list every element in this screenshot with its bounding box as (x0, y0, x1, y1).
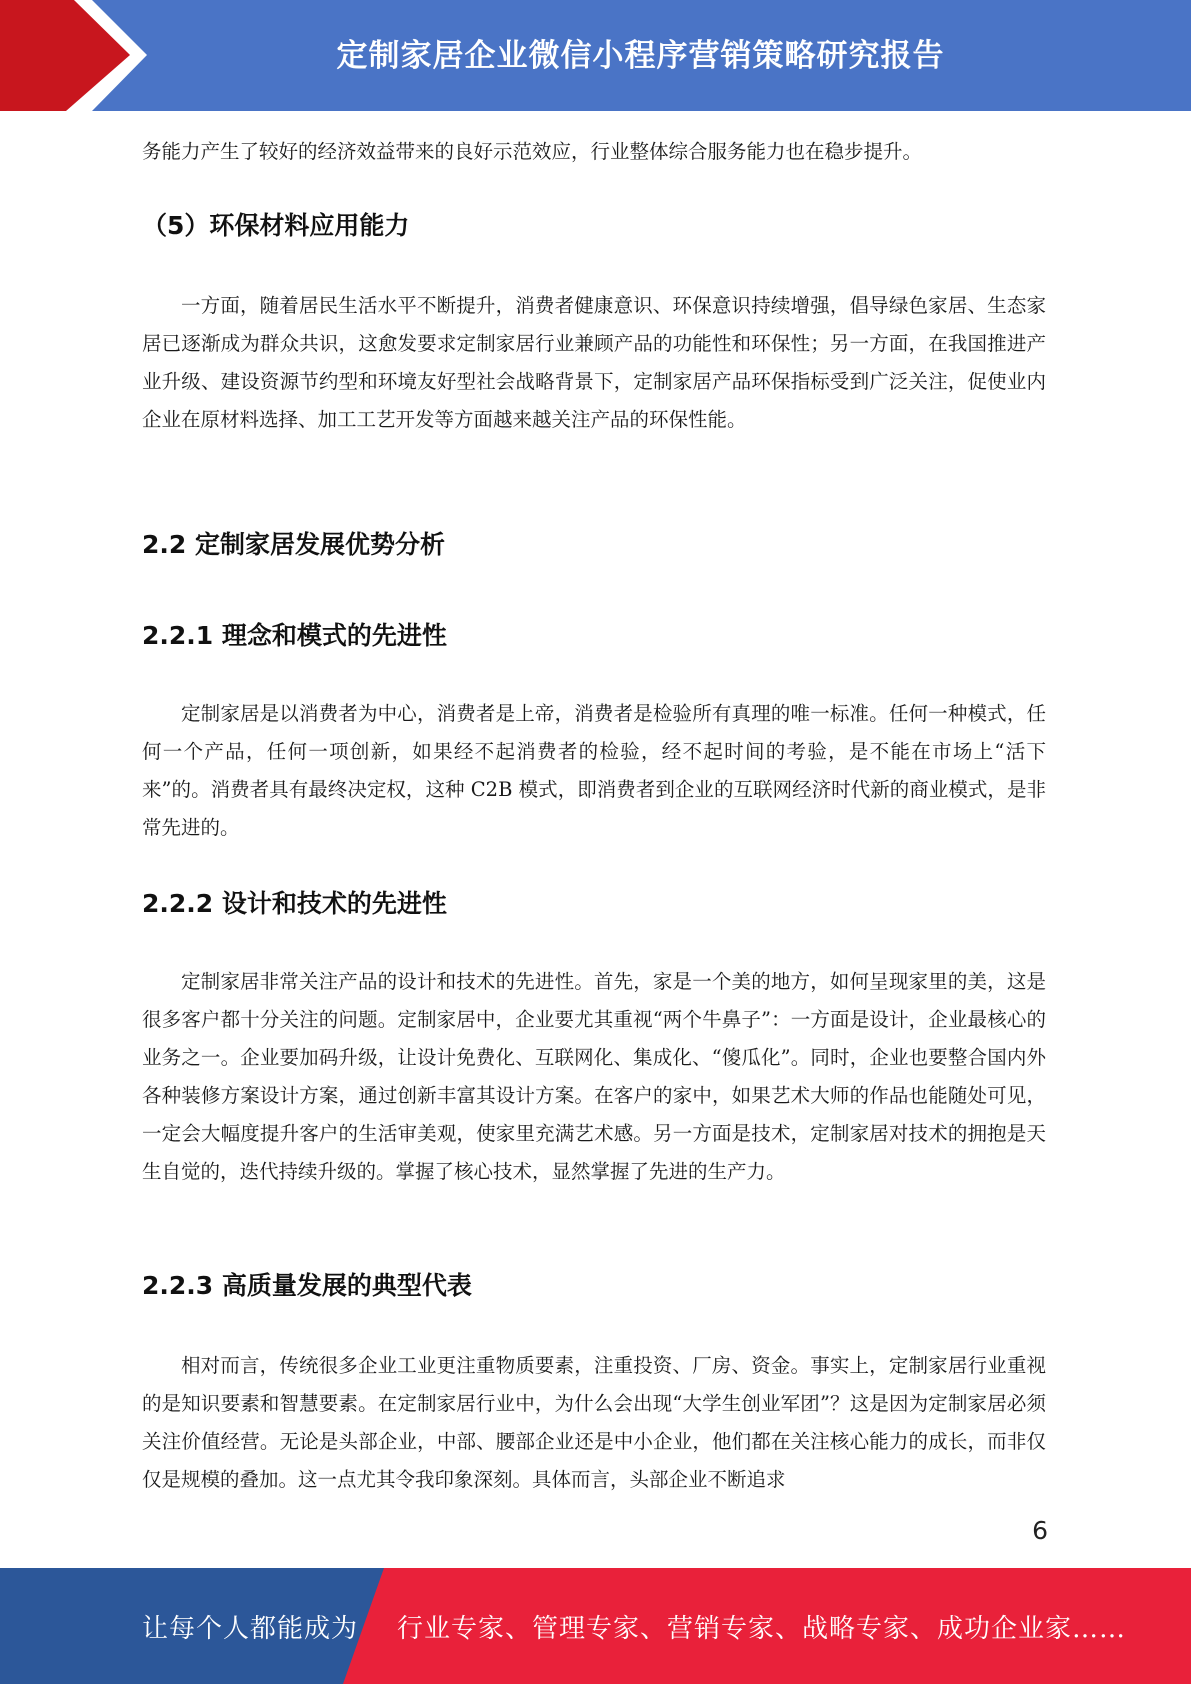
section-heading-2-2-3: 2.2.3 高质量发展的典型代表 (142, 1271, 472, 1300)
footer-slogan-left: 让每个人都能成为 (142, 1613, 359, 1644)
section-2-2-2-paragraph: 定制家居非常关注产品的设计和技术的先进性。首先，家是一个美的地方，如何呈现家里的美，这是很多客户都十分关注的问题。定制家居中，企业要尤其重视“两个牛鼻子”：一方面是设计，企业最核心的业务之一。企业要加码升级，让设计免费化、互联网化、集成化、“傻瓜化”。同时，企业也要整合国内外各种装修方案设计方案，通过创新丰富其设计方案。在客户的家中，如果艺术大师的作品也能随处可见，一定会大幅度提升客户的生活审美观，使家里充满艺术感。另一方面是技术，定制家居对技术的拥抱是天生自觉的，迭代持续升级的。掌握了核心技术，显然掌握了先进的生产力。 (142, 970, 1046, 1183)
section-5-paragraph: 一方面，随着居民生活水平不断提升，消费者健康意识、环保意识持续增强，倡导绿色家居、生态家居已逐渐成为群众共识，这愈发要求定制家居行业兼顾产品的功能性和环保性；另一方面，在我国推进产业升级、建设资源节约型和环境友好型社会战略背景下，定制家居产品环保指标受到广泛关注，促使业内企业在原材料选择、加工工艺开发等方面越来越关注产品的环保性能。 (142, 294, 1046, 431)
section-heading-5: （5）环保材料应用能力 (142, 211, 410, 240)
footer-slogan-right: 行业专家、管理专家、营销专家、战略专家、成功企业家…… (397, 1613, 1127, 1644)
section-2-2-3-paragraph: 相对而言，传统很多企业工业更注重物质要素，注重投资、厂房、资金。事实上，定制家居行业重视的是知识要素和智慧要素。在定制家居行业中，为什么会出现“大学生创业军团”？这是因为定制家居必须关注价值经营。无论是头部企业，中部、腰部企业还是中小企业，他们都在关注核心能力的成长，而非仅仅是规模的叠加。这一点尤其令我印象深刻。具体而言，头部企业不断追求 (142, 1354, 1046, 1491)
document-title: 定制家居企业微信小程序营销策略研究报告 (336, 38, 945, 74)
page-header (0, 0, 1191, 111)
section-2-2-1-paragraph: 定制家居是以消费者为中心，消费者是上帝，消费者是检验所有真理的唯一标准。任何一种模式，任何一个产品，任何一项创新，如果经不起消费者的检验，经不起时间的考验，是不能在市场上“活下来”的。消费者具有最终决定权，这种 C2B 模式，即消费者到企业的互联网经济时代新的商业模式，是非常先进的。 (142, 702, 1046, 839)
section-heading-2-2-2: 2.2.2 设计和技术的先进性 (142, 889, 447, 918)
section-heading-2-2: 2.2 定制家居发展优势分析 (142, 530, 445, 559)
page-number: 6 (1032, 1516, 1048, 1545)
page-footer (0, 1568, 1191, 1684)
section-heading-2-2-1: 2.2.1 理念和模式的先进性 (142, 621, 447, 650)
carryover-paragraph: 务能力产生了较好的经济效益带来的良好示范效应，行业整体综合服务能力也在稳步提升。 (142, 140, 923, 163)
